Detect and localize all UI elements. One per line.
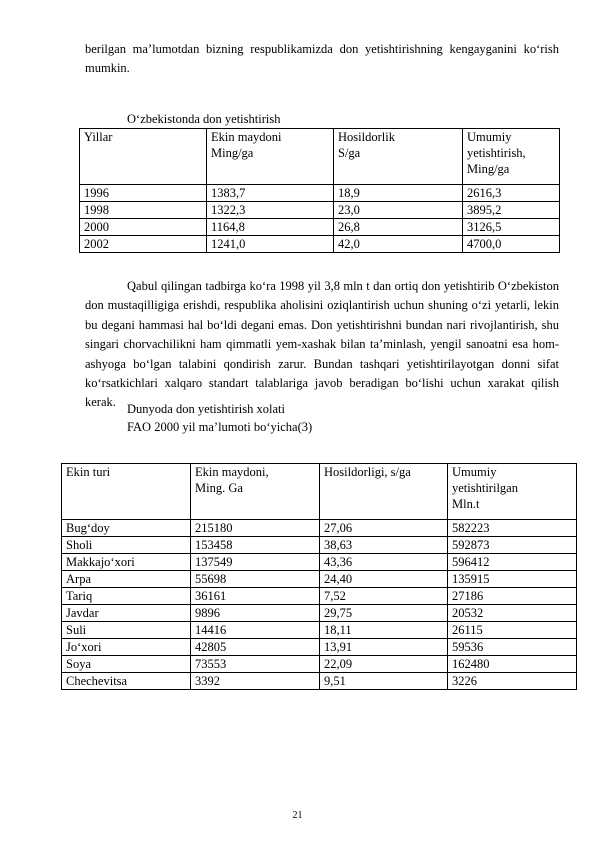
table1-header-cell: Hosildorlik S/ga — [334, 129, 463, 185]
table-row — [62, 554, 577, 571]
table-cell: 135915 — [448, 571, 577, 588]
table-row — [62, 639, 577, 656]
table-cell: 2616,3 — [463, 185, 560, 202]
table-cell: 29,75 — [320, 605, 448, 622]
table-row — [62, 571, 577, 588]
table-cell: Bug‘doy — [62, 520, 191, 537]
table-cell: 42,0 — [334, 236, 463, 253]
table-cell: 582223 — [448, 520, 577, 537]
table-cell: 9,51 — [320, 673, 448, 690]
table-cell: 3895,2 — [463, 202, 560, 219]
table-cell: 1996 — [80, 185, 207, 202]
table-cell: 20532 — [448, 605, 577, 622]
table2-caption-line2: FAO 2000 yil ma’lumoti bo‘yicha(3) — [127, 420, 313, 434]
table-cell: 2000 — [80, 219, 207, 236]
table-cell: 1383,7 — [207, 185, 334, 202]
table-cell: 3126,5 — [463, 219, 560, 236]
table1-header-cell: Umumiy yetishtirish, Ming/ga — [463, 129, 560, 185]
table-cell: 162480 — [448, 656, 577, 673]
table-cell: 592873 — [448, 537, 577, 554]
table-cell: Makkajo‘xori — [62, 554, 191, 571]
table2-header-cell: Umumiy yetishtirilgan Mln.t — [448, 464, 577, 520]
table-cell: Jo‘xori — [62, 639, 191, 656]
table1-header-row — [80, 129, 560, 185]
table-cell: Chechevitsa — [62, 673, 191, 690]
table-cell: 27,06 — [320, 520, 448, 537]
table-cell: 1322,3 — [207, 202, 334, 219]
table-cell: 55698 — [191, 571, 320, 588]
table-cell: 2002 — [80, 236, 207, 253]
table-cell: 596412 — [448, 554, 577, 571]
table-cell: 153458 — [191, 537, 320, 554]
table-cell: 3226 — [448, 673, 577, 690]
table-cell: Soya — [62, 656, 191, 673]
table-cell: Arpa — [62, 571, 191, 588]
body-paragraph: Qabul qilingan tadbirga ko‘ra 1998 yil 3,8 mln t dan ortiq don yetishtirib O‘zbekiston don mustaqilligiga erishdi, respublika aholisini oziqlantirish uchun shuning o‘zi yetarli, lekin bu degani hammasi hal bo‘ldi degani emas. Don yetishtirishni bundan nari rivojlantirish, shu singari chorvachilikni ham qimmatli yem-xashak bilan ta’minlash, yengil sanoatni esa hom-ashyoga bo‘lgan talabini qondirish zarur. Bundan tashqari yetishtirilayotgan donni sifat ko‘rsatkichlari xalqaro standart talablariga javob beradigan bo‘lishi uchun xarakat qilish kerak. — [85, 279, 559, 410]
table1-header-cell: Ekin maydoni Ming/ga — [207, 129, 334, 185]
table-cell: 4700,0 — [463, 236, 560, 253]
table-cell: 26,8 — [334, 219, 463, 236]
table2-header-cell: Ekin maydoni, Ming. Ga — [191, 464, 320, 520]
table-row — [80, 219, 560, 236]
table-cell: 24,40 — [320, 571, 448, 588]
table-cell: 38,63 — [320, 537, 448, 554]
table-cell: 36161 — [191, 588, 320, 605]
table1-caption: O‘zbekistonda don yetishtirish — [127, 112, 281, 126]
table-cell: 27186 — [448, 588, 577, 605]
table-row — [80, 185, 560, 202]
table-cell: 59536 — [448, 639, 577, 656]
table-cell: Tariq — [62, 588, 191, 605]
table-cell: 13,91 — [320, 639, 448, 656]
table-row — [62, 673, 577, 690]
table-cell: 7,52 — [320, 588, 448, 605]
table-row — [62, 622, 577, 639]
table-cell: 9896 — [191, 605, 320, 622]
table-row — [80, 236, 560, 253]
table-cell: Sholi — [62, 537, 191, 554]
table-row — [62, 537, 577, 554]
intro-paragraph: berilgan ma’lumotdan bizning respublikamizda don yetishtirishning kengayganini ko‘rish mumkin. — [85, 42, 559, 75]
table-row — [62, 605, 577, 622]
table-cell: 14416 — [191, 622, 320, 639]
table2-caption-line1: Dunyoda don yetishtirish xolati — [127, 402, 285, 416]
table-cell: 23,0 — [334, 202, 463, 219]
table-cell: 137549 — [191, 554, 320, 571]
page-number: 21 — [292, 810, 303, 821]
table2-header-cell: Ekin turi — [62, 464, 191, 520]
table-cell: 1241,0 — [207, 236, 334, 253]
table-cell: 43,36 — [320, 554, 448, 571]
table-cell: 22,09 — [320, 656, 448, 673]
table-row — [80, 202, 560, 219]
table1-header-cell: Yillar — [80, 129, 207, 185]
table-cell: Suli — [62, 622, 191, 639]
table-cell: 1164,8 — [207, 219, 334, 236]
table-cell: 18,11 — [320, 622, 448, 639]
table-cell: 42805 — [191, 639, 320, 656]
table-row — [62, 656, 577, 673]
world-grain-table — [61, 463, 577, 690]
uzbekistan-grain-table — [79, 128, 560, 253]
table-cell: 1998 — [80, 202, 207, 219]
table-cell: 26115 — [448, 622, 577, 639]
table-row — [62, 520, 577, 537]
table-cell: 215180 — [191, 520, 320, 537]
table2-header-row — [62, 464, 577, 520]
table2-header-cell: Hosildorligi, s/ga — [320, 464, 448, 520]
table-row — [62, 588, 577, 605]
table-cell: 3392 — [191, 673, 320, 690]
table-cell: Javdar — [62, 605, 191, 622]
table-cell: 18,9 — [334, 185, 463, 202]
table-cell: 73553 — [191, 656, 320, 673]
